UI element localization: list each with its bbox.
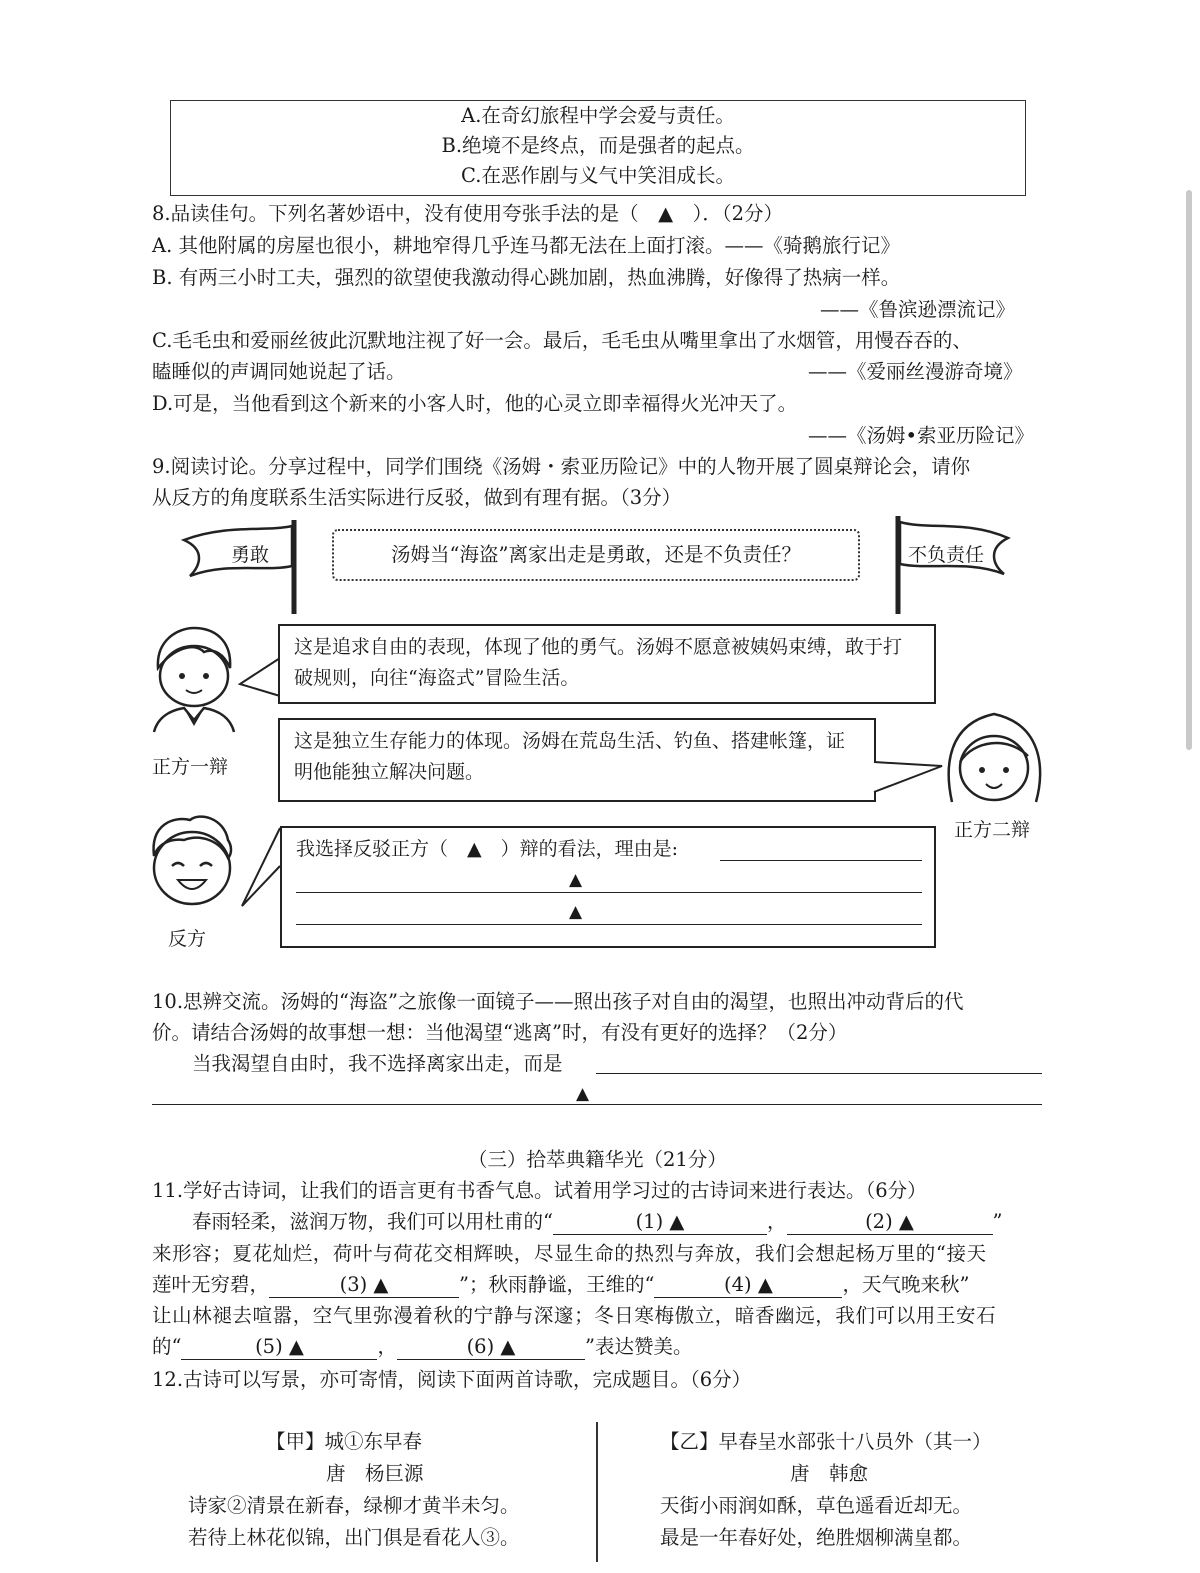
q11-blank-6[interactable]: (6) ▲ xyxy=(397,1335,585,1360)
scrollbar[interactable] xyxy=(1186,190,1192,750)
q10-answer-prefix: 当我渴望自由时，我不选择离家出走，而是 xyxy=(192,1052,563,1075)
q10-stem-line1: 10.思辨交流。汤姆的“海盗”之旅像一面镜子——照出孩子对自由的渴望，也照出冲动背后的代 xyxy=(152,990,964,1013)
option-a: A.在奇幻旅程中学会爱与责任。 xyxy=(461,104,735,127)
q11-stem: 11.学好古诗词，让我们的语言更有书香气息。试着用学习过的古诗词来进行表达。（6分） xyxy=(152,1179,927,1202)
q11-blank-3[interactable]: (3) ▲ xyxy=(269,1273,459,1298)
poem-b-line2: 最是一年春好处，绝胜烟柳满皇都。 xyxy=(660,1526,973,1549)
section3-title: （三）拾萃典籍华光（21分） xyxy=(468,1148,727,1171)
poem-a-line1: 诗家②清景在新春，绿柳才黄半未匀。 xyxy=(188,1494,520,1517)
q10-answer-line2[interactable] xyxy=(152,1104,1042,1105)
q11-blank-4[interactable]: (4) ▲ xyxy=(654,1273,842,1298)
q9-stem-line2: 从反方的角度联系生活实际进行反驳，做到有理有据。（3分） xyxy=(152,486,682,509)
pro2-bubble-tail xyxy=(872,756,944,806)
poem-a-title: 【甲】城①东早春 xyxy=(266,1430,423,1453)
q8-option-c-source: ——《爱丽丝漫游奇境》 xyxy=(808,360,1023,383)
q12-stem: 12.古诗可以写景，亦可寄情，阅读下面两首诗歌，完成题目。（6分） xyxy=(152,1368,752,1391)
pro1-bubble-tail xyxy=(238,646,282,706)
poem-a-line2: 若待上林花似锦，出门俱是看花人③。 xyxy=(188,1526,520,1549)
con-answer-mark-1: ▲ xyxy=(569,870,583,890)
con-answer-line3[interactable] xyxy=(296,924,922,925)
q8-option-c-line1: C.毛毛虫和爱丽丝彼此沉默地注视了好一会。最后，毛毛虫从嘴里拿出了水烟管，用慢吞吞的、 xyxy=(152,329,972,352)
debate-topic-box xyxy=(332,529,860,581)
poem-b-author: 唐 韩愈 xyxy=(790,1462,869,1485)
poem-divider xyxy=(596,1422,598,1562)
q8-option-d-source: ——《汤姆•索亚历险记》 xyxy=(808,424,1035,447)
pro2-label: 正方二辩 xyxy=(954,819,1031,841)
q11-line2: 来形容；夏花灿烂，荷叶与荷花交相辉映，尽显生命的热烈与奔放，我们会想起杨万里的“接天 xyxy=(152,1242,987,1265)
q8-option-b-source: ——《鲁滨逊漂流记》 xyxy=(820,298,1016,321)
debate-topic: 汤姆当“海盗”离家出走是勇敢，还是不负责任？ xyxy=(391,543,801,566)
pro1-text: 这是追求自由的表现，体现了他的勇气。汤姆不愿意被姨妈束缚，敢于打破规则，向往“海盗式”冒险生活。 xyxy=(294,636,903,689)
q10-answer-mark: ▲ xyxy=(576,1084,590,1104)
q10-answer-line1[interactable] xyxy=(596,1073,1042,1074)
con-label: 反方 xyxy=(168,928,207,950)
girl-avatar-icon xyxy=(938,706,1050,810)
con-prompt: 我选择反驳正方（ ▲ ）辩的看法，理由是: xyxy=(296,838,679,860)
pro1-label: 正方一辩 xyxy=(152,756,229,778)
q11-line5: 的“ (5) ▲ ， (6) ▲ ”表达赞美。 xyxy=(152,1335,693,1358)
pro1-bubble xyxy=(278,624,936,704)
q11-blank-1[interactable]: (1) ▲ xyxy=(553,1210,767,1235)
q8-stem: 8.品读佳句。下列名著妙语中，没有使用夸张手法的是（ ▲ ）．（2分） xyxy=(152,202,784,225)
con-answer-line1[interactable] xyxy=(720,860,922,861)
con-bubble-tail xyxy=(238,826,282,916)
flag-right-label: 不负责任 xyxy=(908,544,985,566)
flag-left-label: 勇敢 xyxy=(231,544,270,566)
pro2-text: 这是独立生存能力的体现。汤姆在荒岛生活、钓鱼、搭建帐篷，证明他能独立解决问题。 xyxy=(294,730,846,783)
q11-line3: 莲叶无穷碧， (3) ▲ ”；秋雨静谧，王维的“ (4) ▲ ，天气晚来秋” xyxy=(152,1273,970,1296)
boy-avatar-icon xyxy=(148,624,240,734)
q11-line4: 让山林褪去喧嚣，空气里弥漫着秋的宁静与深邃；冬日寒梅傲立，暗香幽远，我们可以用王安石 xyxy=(152,1304,997,1327)
con-answer-box xyxy=(280,826,936,948)
con-answer-line2[interactable] xyxy=(296,892,922,893)
q8-option-b: B. 有两三小时工夫，强烈的欲望使我激动得心跳加剧，热血沸腾，好像得了热病一样。 xyxy=(152,266,901,289)
q8-option-a: A. 其他附属的房屋也很小，耕地窄得几乎连马都无法在上面打滚。——《骑鹅旅行记》 xyxy=(152,234,900,257)
pro2-bubble xyxy=(278,718,876,802)
option-b: B.绝境不是终点，而是强者的起点。 xyxy=(441,134,755,157)
q11-line1: 春雨轻柔，滋润万物，我们可以用杜甫的“ (1) ▲ ， (2) ▲ ” xyxy=(192,1210,1003,1233)
flag-left-icon xyxy=(176,518,306,616)
option-c: C.在恶作剧与义气中笑泪成长。 xyxy=(461,164,735,187)
q8-option-d: D.可是，当他看到这个新来的小客人时，他的心灵立即幸福得火光冲天了。 xyxy=(152,392,798,415)
q10-stem-line2: 价。请结合汤姆的故事想一想：当他渴望“逃离”时，有没有更好的选择？（2分） xyxy=(152,1021,848,1044)
options-box xyxy=(170,100,1026,196)
q11-blank-5[interactable]: (5) ▲ xyxy=(181,1335,377,1360)
poem-a-author: 唐 杨巨源 xyxy=(326,1462,424,1485)
boy-smiling-avatar-icon xyxy=(140,810,240,914)
poem-b-title: 【乙】早春呈水部张十八员外（其一） xyxy=(660,1430,992,1453)
q8-option-c-line2: 瞌睡似的声调同她说起了话。 xyxy=(152,360,406,383)
poem-b-line1: 天街小雨润如酥，草色遥看近却无。 xyxy=(660,1494,973,1517)
q11-blank-2[interactable]: (2) ▲ xyxy=(787,1210,993,1235)
q9-stem-line1: 9.阅读讨论。分享过程中，同学们围绕《汤姆・索亚历险记》中的人物开展了圆桌辩论会，请你 xyxy=(152,455,971,478)
con-answer-mark-2: ▲ xyxy=(569,902,583,922)
